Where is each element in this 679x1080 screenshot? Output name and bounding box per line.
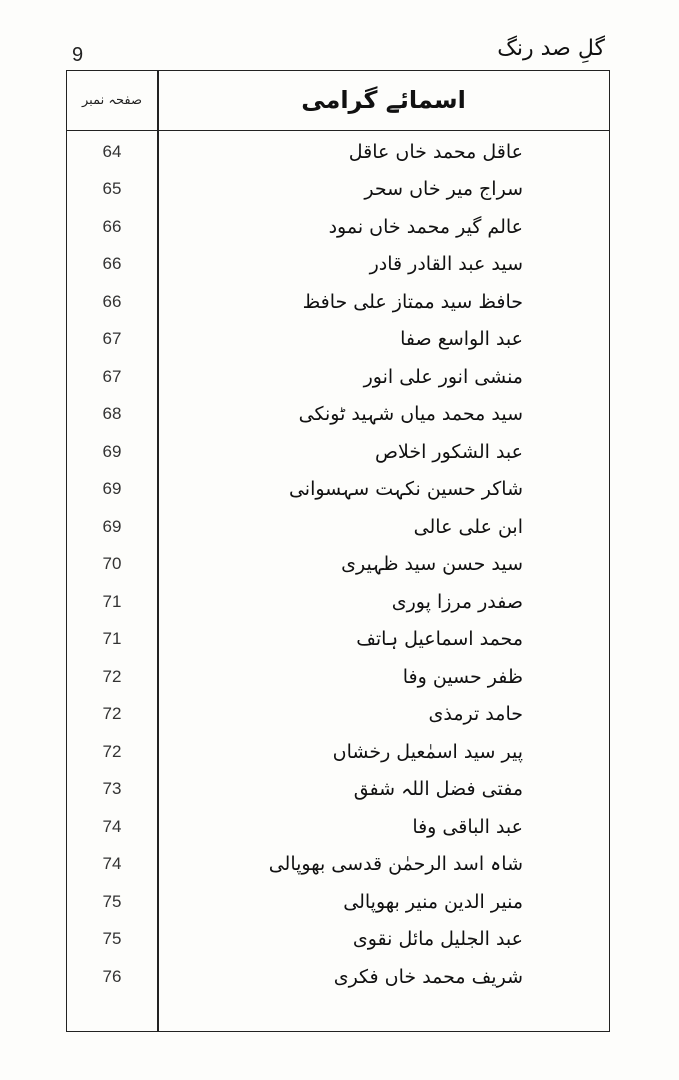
row-poet-name: شاہ اسد الرحمٰن قدسی بھوپالی <box>268 853 523 876</box>
row-page-number: 64 <box>102 141 122 161</box>
row-poet-name: عبد الشکور اخلاص <box>375 440 523 463</box>
table-row <box>67 508 609 546</box>
row-poet-name: سید محمد میاں شہید ٹونکی <box>298 403 523 426</box>
row-poet-name: شاکر حسین نکہت سہسوانی <box>288 478 523 501</box>
table-row <box>67 433 609 471</box>
row-page-number: 73 <box>102 779 122 799</box>
row-page-number: 66 <box>102 254 122 274</box>
row-poet-name: عالم گیر محمد خاں نمود <box>328 215 523 238</box>
table-rows <box>67 133 609 996</box>
table-row <box>67 958 609 996</box>
row-poet-name: صفدر مرزا پوری <box>391 590 523 613</box>
table-header-row <box>67 71 609 131</box>
row-page-number: 74 <box>102 854 122 874</box>
table-row <box>67 733 609 771</box>
table-row <box>67 208 609 246</box>
table-row <box>67 471 609 509</box>
row-page-number: 74 <box>102 816 122 836</box>
row-page-number: 66 <box>102 216 122 236</box>
row-page-number: 71 <box>102 591 122 611</box>
row-page-number: 75 <box>102 891 122 911</box>
row-page-number: 69 <box>102 479 122 499</box>
row-poet-name: عاقل محمد خاں عاقل <box>348 140 523 163</box>
row-page-number: 66 <box>102 291 122 311</box>
page-number: 9 <box>72 44 84 66</box>
row-page-number: 72 <box>102 666 122 686</box>
table-row <box>67 321 609 359</box>
table-row <box>67 246 609 284</box>
row-page-number: 69 <box>102 516 122 536</box>
row-poet-name: سراج میر خاں سحر <box>364 178 523 201</box>
row-page-number: 75 <box>102 929 122 949</box>
row-poet-name: پیر سید اسمٰعیل رخشاں <box>332 740 523 763</box>
table-row <box>67 658 609 696</box>
row-page-number: 72 <box>102 741 122 761</box>
row-page-number: 69 <box>102 441 122 461</box>
table-row <box>67 396 609 434</box>
row-poet-name: محمد اسماعیل ہاتف <box>356 628 523 651</box>
row-poet-name: عبد الجلیل مائل نقوی <box>352 928 523 951</box>
row-poet-name: عبد الواسع صفا <box>400 328 523 351</box>
row-page-number: 67 <box>102 329 122 349</box>
row-page-number: 67 <box>102 366 122 386</box>
row-page-number: 71 <box>102 629 122 649</box>
row-page-number: 65 <box>102 179 122 199</box>
table-row <box>67 358 609 396</box>
row-poet-name: مفتی فضل اللہ شفق <box>353 778 523 801</box>
row-page-number: 68 <box>102 404 122 424</box>
table-row <box>67 883 609 921</box>
row-page-number: 76 <box>102 966 122 986</box>
table-row <box>67 283 609 321</box>
row-poet-name: سید حسن سید ظہیری <box>341 553 523 576</box>
table-row <box>67 696 609 734</box>
row-poet-name: ظفر حسین وفا <box>402 665 523 688</box>
table-row <box>67 846 609 884</box>
row-poet-name: حامد ترمذی <box>428 703 523 726</box>
table-of-contents <box>66 70 610 1032</box>
table-row <box>67 583 609 621</box>
table-row <box>67 133 609 171</box>
table-row <box>67 771 609 809</box>
row-page-number: 70 <box>102 554 122 574</box>
table-row <box>67 171 609 209</box>
row-page-number: 72 <box>102 704 122 724</box>
row-poet-name: سید عبد القادر قادر <box>369 253 523 276</box>
row-poet-name: عبد الباقی وفا <box>412 815 523 838</box>
names-column-header: اسمائے گرامی <box>301 86 466 114</box>
page-column-header: صفحہ نمبر <box>82 92 142 108</box>
table-row <box>67 921 609 959</box>
table-row <box>67 546 609 584</box>
table-row <box>67 808 609 846</box>
book-title: گلِ صد رنگ <box>497 36 605 61</box>
row-poet-name: منشی انور علی انور <box>363 365 523 388</box>
row-poet-name: حافظ سید ممتاز علی حافظ <box>302 290 523 313</box>
row-poet-name: ابن علی عالی <box>413 515 523 538</box>
row-poet-name: شریف محمد خاں فکری <box>333 965 523 988</box>
table-row <box>67 621 609 659</box>
row-poet-name: منیر الدین منیر بھوپالی <box>343 890 523 913</box>
